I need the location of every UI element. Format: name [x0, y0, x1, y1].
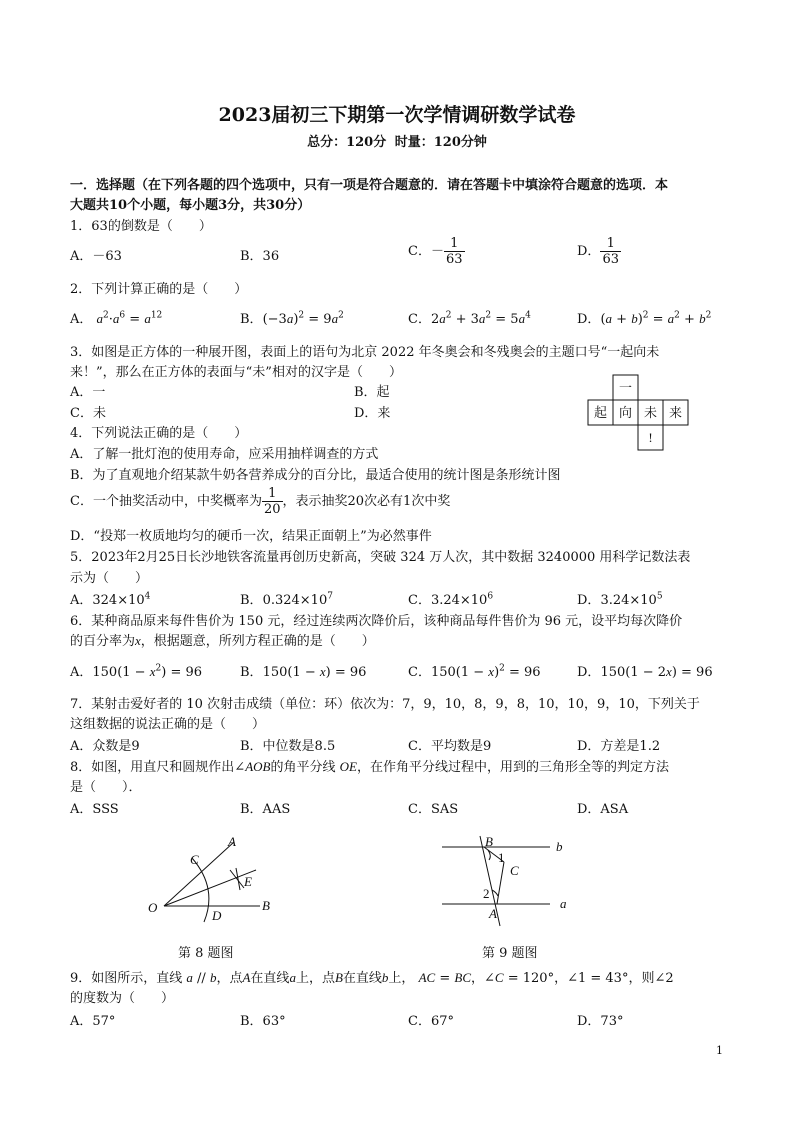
- cube-net-char-lai: 来: [668, 405, 683, 420]
- label-line-b: b: [556, 839, 563, 854]
- q8-option-a: A．SSS: [70, 802, 119, 817]
- label-angle-1: 1: [498, 850, 505, 865]
- q2-c-label: C．: [408, 312, 431, 327]
- q8-line1b: 的角平分线: [270, 760, 336, 775]
- ray-oa: [164, 842, 234, 906]
- q6-b-label: B．: [240, 665, 263, 680]
- q4-c-numerator: 1: [262, 486, 283, 502]
- q5-b-label: B．: [240, 593, 263, 608]
- q9-line1b: ，点: [216, 971, 243, 986]
- q3-option-b: B．起: [354, 385, 390, 400]
- q8-line1: 8．如图，用直尺和圆规作出∠AOB的角平分线 OE，在作角平分线过程中，用到的三角形全等的判定方法: [70, 759, 669, 775]
- q1-option-b: B．36: [240, 249, 280, 264]
- q5-line1: 5．2023年2月25日长沙地铁客流量再创历史新高，突破 324 万人次，其中数据 3240000 用科学记数法表: [70, 550, 691, 565]
- q3-line2: 来！”，那么在正方体的表面与“未”相对的汉字是（ ）: [70, 365, 402, 380]
- q1-d-numerator: 1: [600, 236, 621, 252]
- q9-option-b: B．63°: [240, 1014, 286, 1029]
- q1-option-c-label: C．－: [408, 244, 444, 259]
- label-a-point: A: [489, 906, 497, 921]
- q9-option-d: D．73°: [577, 1014, 624, 1029]
- q6-line1: 6．某种商品原来每件售价为 150 元，经过连续两次降价后，该种商品每件售价为 96 元，设平均每次降价: [70, 614, 683, 629]
- label-a: A: [228, 834, 236, 849]
- q6-option-a: A．$150(1 - x^2) = 96$: [70, 663, 203, 680]
- q4-c-pre: C．一个抽奖活动中，中奖概率为: [70, 494, 262, 509]
- q1-option-d-label: D．: [577, 244, 601, 259]
- q2-option-a: A． $a^2\cdot a^6 = a^{12}$: [70, 310, 163, 327]
- q5-line2: 示为（ ）: [70, 571, 149, 586]
- exam-title: 2023届初三下期第一次学情调研数学试卷: [218, 104, 576, 126]
- section-heading-line2: 大题共10个小题，每小题3分，共30分）: [70, 198, 311, 213]
- cube-net-char-xiang: 向: [618, 405, 633, 420]
- page-number: 1: [716, 1044, 723, 1057]
- q2-option-c: C．$2a^2 + 3a^2 = 5a^4$: [408, 310, 531, 327]
- figure-9-caption: 第 9 题图: [482, 946, 538, 961]
- label-c-point: C: [510, 863, 519, 878]
- q9-line1e: 在直线: [342, 971, 382, 986]
- q2-d-label: D．: [577, 312, 601, 327]
- q9-line1c: 在直线: [250, 971, 290, 986]
- cube-net-char-qi: 起: [593, 405, 608, 420]
- figure-8-angle-bisector: [140, 830, 290, 928]
- q4-option-c: [70, 486, 450, 517]
- q7-line1: 7．某射击爱好者的 10 次射击成绩（单位：环）依次为：7，9，10，8，9，8，10，10，9，10，下列关于: [70, 697, 700, 712]
- q1-option-c-fraction: [444, 236, 465, 267]
- section-heading-line1: 一．选择题（在下列各题的四个选项中，只有一项是符合题意的．请在答题卡中填涂符合题意的选项．本: [70, 178, 669, 193]
- bisector-oe: [164, 870, 256, 906]
- q4-option-d: D．“投郑一枚质地均匀的硬币一次，结果正面朝上”为必然事件: [70, 529, 432, 544]
- q2-a-label: A．: [70, 312, 93, 327]
- cube-net-char-yi: 一: [618, 380, 633, 395]
- q7-option-d: D．方差是1.2: [577, 739, 661, 754]
- q7-line2: 这组数据的说法正确的是（ ）: [70, 717, 266, 732]
- q6-a-label: A．: [70, 665, 93, 680]
- q5-d-label: D．: [577, 593, 601, 608]
- q3-option-a: A．一: [70, 385, 106, 400]
- q9-line1a: 9．如图所示，直线: [70, 971, 183, 986]
- figure-9-parallel-lines: [438, 830, 578, 928]
- q6-d-label: D．: [577, 665, 601, 680]
- cube-net-figure: [586, 373, 692, 453]
- q4-option-b: B．为了直观地介绍某款牛奶各营养成分的百分比，最适合使用的统计图是条形统计图: [70, 468, 561, 483]
- q5-c-label: C．: [408, 593, 431, 608]
- exam-subtitle: 总分：120分 时量：120分钟: [307, 135, 487, 150]
- q6-line2a: 的百分率为: [70, 634, 136, 649]
- q9-line1: 9．如图所示，直线 a // b，点A在直线a上，点B在直线b上， AC = BC，∠C = 120°，∠1 = 43°，则∠2: [70, 970, 674, 986]
- q5-option-a: A．$324\times 10^4$: [70, 591, 151, 608]
- q1-c-denominator: 63: [445, 252, 463, 267]
- q1-c-numerator: 1: [444, 236, 465, 252]
- q8-line2: 是（ ）．: [70, 780, 142, 795]
- q5-option-b: B．$0.324\times 10^7$: [240, 591, 333, 608]
- q4-option-a: A．了解一批灯泡的使用寿命，应采用抽样调查的方式: [70, 447, 379, 462]
- q6-option-c: C．$150(1 - x)^2 = 96$: [408, 663, 541, 680]
- q9-option-a: A．57°: [70, 1014, 116, 1029]
- q6-c-label: C．: [408, 665, 431, 680]
- q1-d-denominator: 63: [602, 252, 619, 267]
- q3-option-c: C．未: [70, 406, 106, 421]
- q1-option-c: [408, 236, 465, 267]
- q5-option-d: D．$3.24\times 10^5$: [577, 591, 663, 608]
- q9-line1d: 上，点: [295, 971, 335, 986]
- q9-line1g: ，: [471, 971, 485, 986]
- q7-option-b: B．中位数是8.5: [240, 739, 336, 754]
- q1-option-d-fraction: [600, 236, 621, 267]
- q4-c-post: ，表示抽奖20次必有1次中奖: [282, 494, 451, 509]
- q1-option-a: A．－63: [70, 249, 122, 264]
- figure-8-caption: 第 8 题图: [178, 946, 234, 961]
- q8-line1c: ，在作角平分线过程中，用到的三角形全等的判定方法: [356, 760, 669, 775]
- q3-line1: 3．如图是正方体的一种展开图，表面上的语句为北京 2022 年冬奥会和冬残奥会的主题口号“一起向未: [70, 345, 660, 360]
- label-line-a: a: [560, 896, 567, 911]
- label-c: C: [190, 852, 199, 867]
- q1-stem: 1．63的倒数是（ ）: [70, 219, 212, 234]
- q9-line1f: 上，: [388, 971, 415, 986]
- label-angle-2: 2: [483, 886, 490, 901]
- q2-option-d: D．$(a + b)^2 = a^2 + b^2$: [577, 310, 712, 327]
- q4-c-fraction: [262, 486, 283, 517]
- q9-line1h: ，: [554, 971, 568, 986]
- label-b: B: [262, 898, 270, 913]
- q4-c-denominator: 20: [263, 502, 281, 517]
- cube-net-char-wei: 未: [643, 405, 658, 420]
- q7-option-a: A．众数是9: [70, 739, 140, 754]
- q6-option-d: D．150(1 − 2x) = 96: [577, 664, 713, 680]
- q5-a-label: A．: [70, 593, 93, 608]
- q6-line2b: ，根据题意，所列方程正确的是（ ）: [140, 634, 375, 649]
- q4-stem: 4．下列说法正确的是（ ）: [70, 426, 248, 441]
- label-e: E: [244, 874, 252, 889]
- q8-line1a: 8．如图，用直尺和圆规作出: [70, 760, 235, 775]
- segment-ca: [497, 862, 504, 904]
- q5-option-c: C．$3.24\times 10^6$: [408, 591, 494, 608]
- q1-option-d: [577, 236, 621, 267]
- q9-option-c: C．67°: [408, 1014, 454, 1029]
- q8-option-b: B．AAS: [240, 802, 291, 817]
- q6-option-b: B．150(1 − x) = 96: [240, 664, 367, 680]
- q9-line1i: ，则: [628, 971, 655, 986]
- q7-option-c: C．平均数是9: [408, 739, 492, 754]
- q9-line2: 的度数为（ ）: [70, 991, 175, 1006]
- q3-option-d: D．来: [354, 406, 391, 421]
- q8-option-d: D．ASA: [577, 802, 629, 817]
- q6-line2: 的百分率为x，根据题意，所列方程正确的是（ ）: [70, 633, 375, 649]
- label-b-point: B: [485, 834, 493, 849]
- q2-stem: 2．下列计算正确的是（ ）: [70, 282, 248, 297]
- label-d: D: [212, 908, 222, 923]
- q8-option-c: C．SAS: [408, 802, 459, 817]
- q2-b-label: B．: [240, 312, 263, 327]
- cube-net-char-exclaim: !: [648, 430, 653, 445]
- label-o: O: [148, 900, 158, 915]
- q2-option-b: B．$(-3a)^2 = 9a^2$: [240, 310, 344, 327]
